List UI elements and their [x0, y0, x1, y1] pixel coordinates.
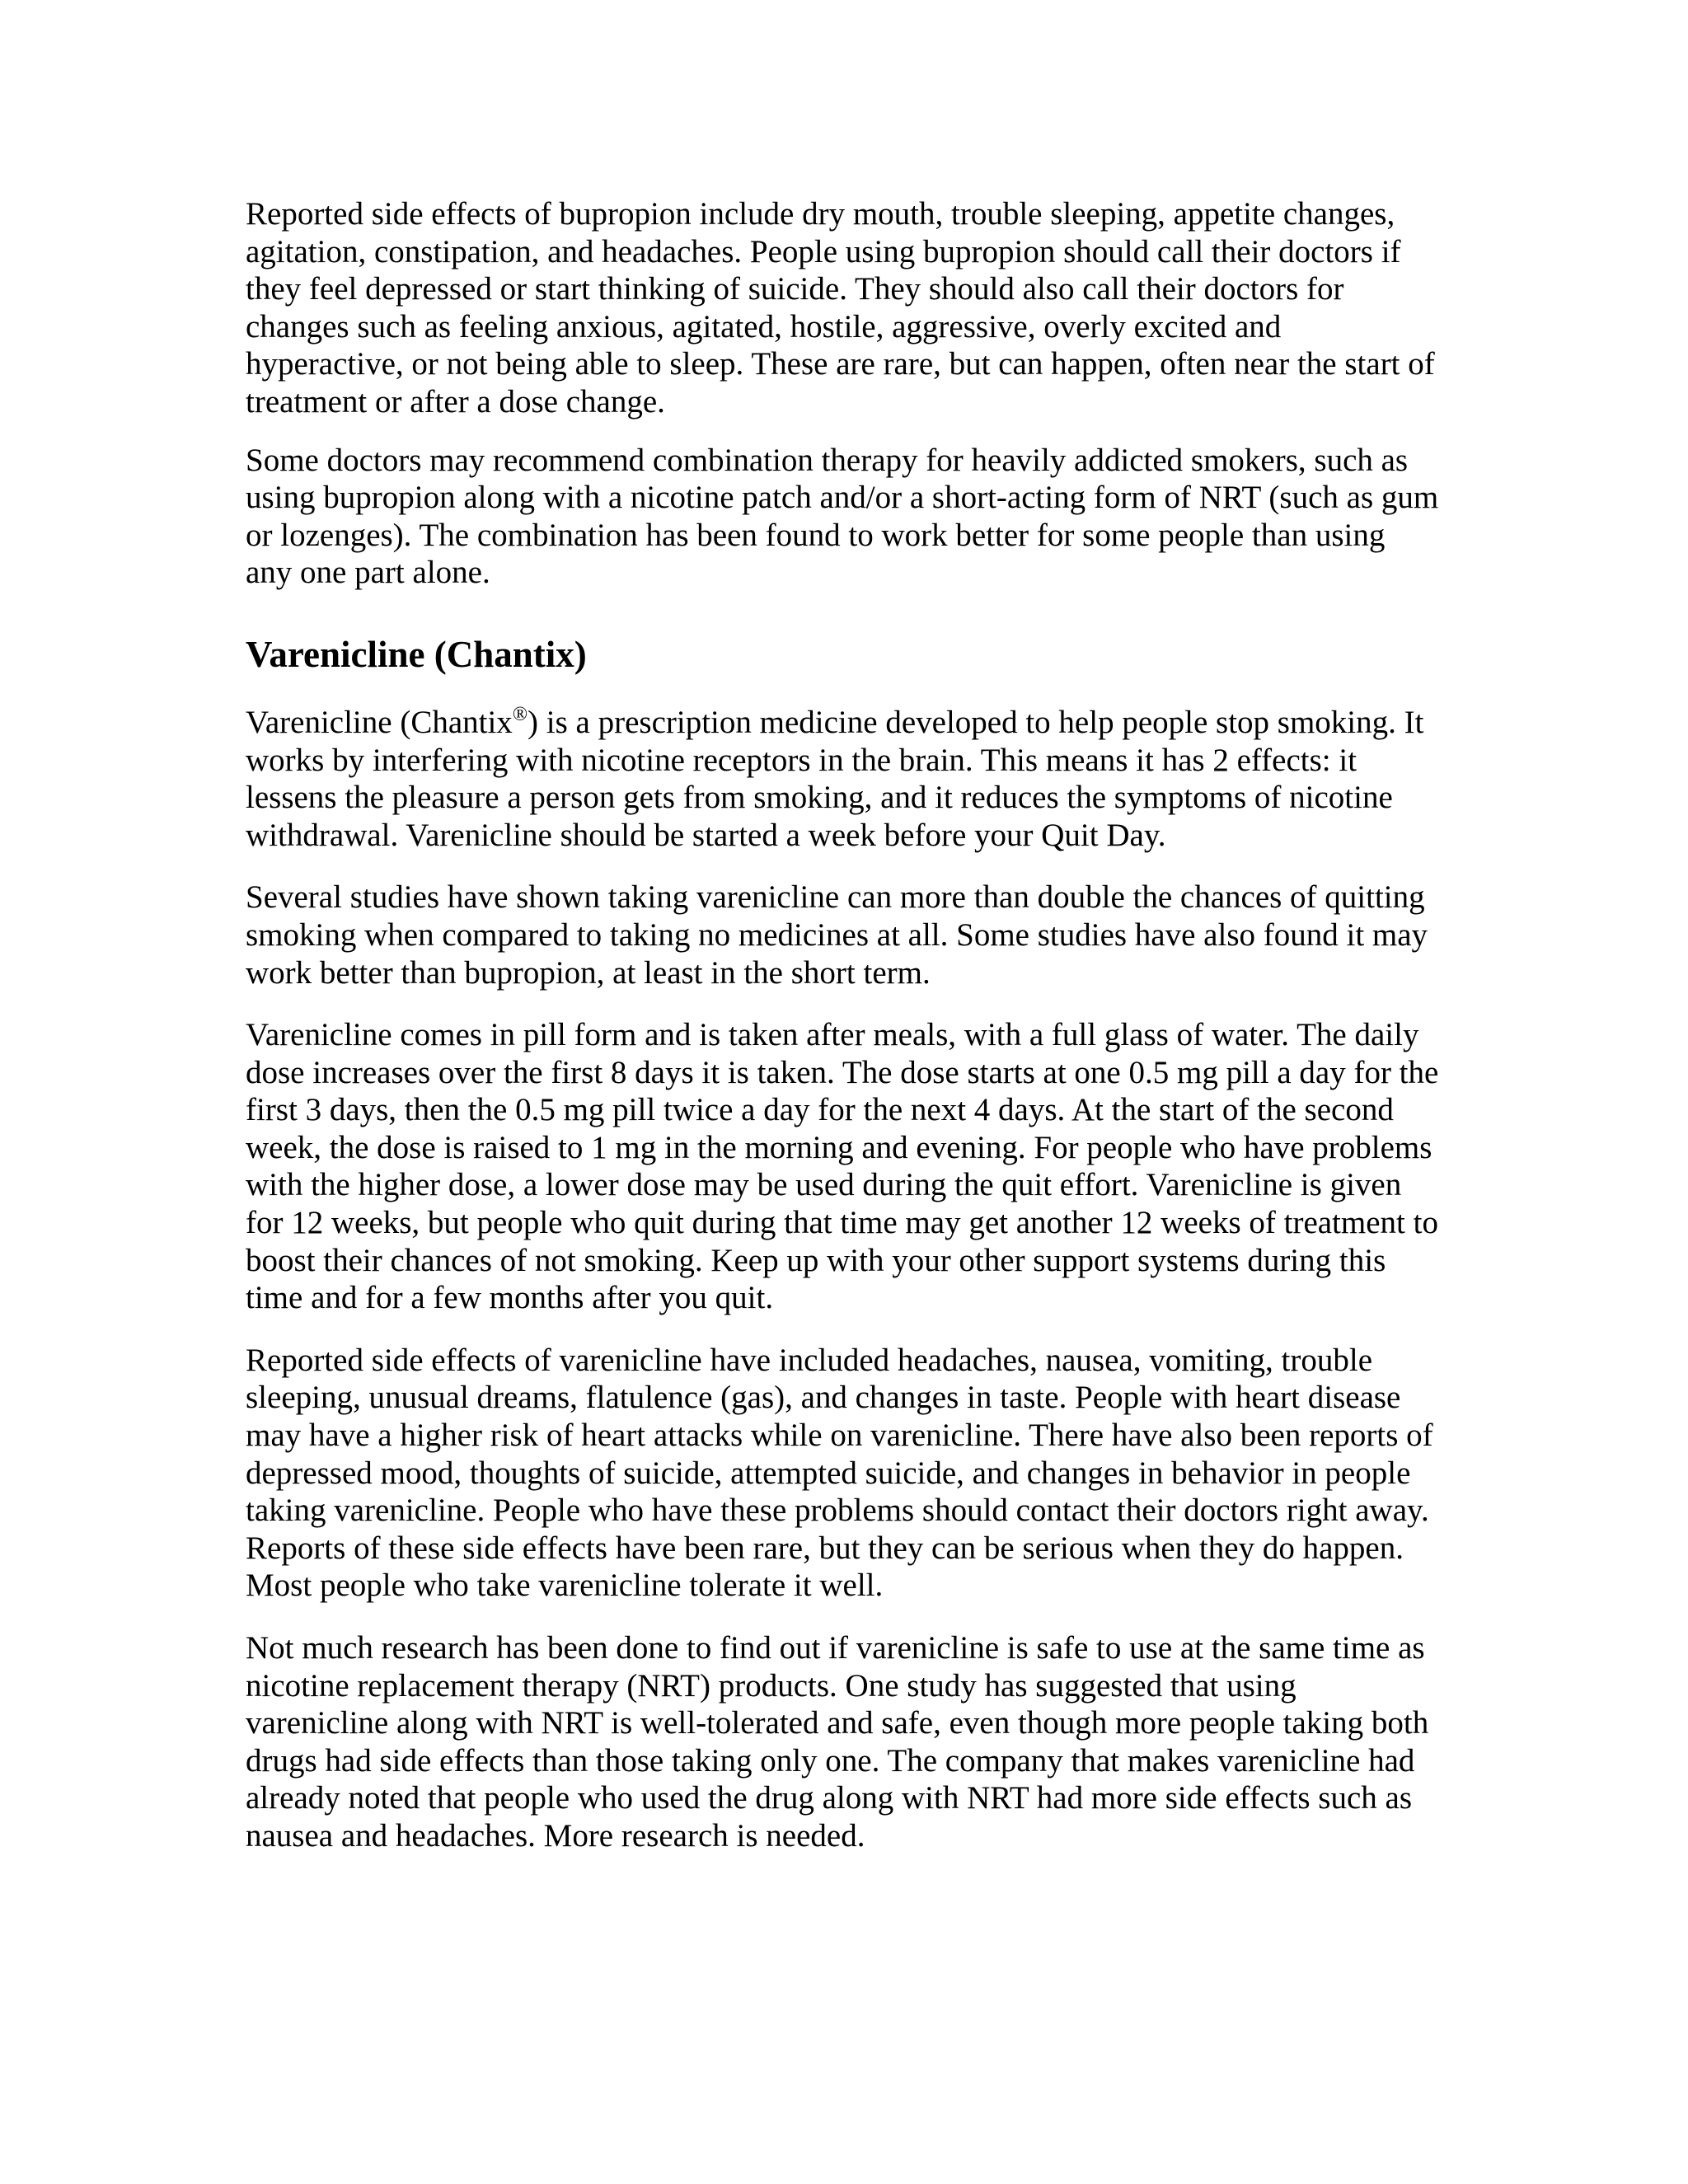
paragraph-combination-therapy: Some doctors may recommend combination therapy for heavily addicted smokers, such as using bupropion along with a nicotine patch and/or a short-acting form of NRT (such as gum or lozenges). The combination has been found to work better for some people than using any one part alone. [246, 442, 1439, 591]
registered-trademark-mark: ® [512, 703, 528, 725]
paragraph-varenicline-studies: Several studies have shown taking varenicline can more than double the chances of quitting smoking when compared to taking no medicines at all. Some studies have also found it may work better than bupropion, at least in the short term. [246, 879, 1428, 991]
paragraph-bupropion-side-effects: Reported side effects of bupropion include dry mouth, trouble sleeping, appetite changes, agitation, constipation, and headaches. People using bupropion should call their doctors if they feel depressed or start thinking of suicide. They should also call their doctors for changes such as feeling anxious, agitated, hostile, aggressive, overly excited and hyperactive, or not being able to sleep. These are rare, but can happen, often near the start of treatment or after a dose change. [246, 196, 1435, 419]
intro-text-start: Varenicline (Chantix [246, 704, 513, 740]
paragraph-varenicline-intro [246, 704, 1439, 854]
section-heading-varenicline: Varenicline (Chantix) [246, 633, 587, 675]
paragraph-varenicline-dosage: Varenicline comes in pill form and is taken after meals, with a full glass of water. The daily dose increases over the first 8 days it is taken. The dose starts at one 0.5 mg pill a day for the first 3 days, then the 0.5 mg pill twice a day for the next 4 days. At the start of the second week, the dose is raised to 1 mg in the morning and evening. For people who have problems with the higher dose, a lower dose may be used during the quit effort. Varenicline is given for 12 weeks, but people who quit during that time may get another 12 weeks of treatment to boost their chances of not smoking. Keep up with your other support systems during this time and for a few months after you quit. [246, 1017, 1439, 1316]
paragraph-varenicline-nrt: Not much research has been done to find out if varenicline is safe to use at the same time as nicotine replacement therapy (NRT) products. One study has suggested that using varenicline along with NRT is well-tolerated and safe, even though more people taking both drugs had side effects than those taking only one. The company that makes varenicline had already noted that people who used the drug along with NRT had more side effects such as nausea and headaches. More research is needed. [246, 1630, 1429, 1854]
paragraph-varenicline-side-effects: Reported side effects of varenicline have included headaches, nausea, vomiting, trouble sleeping, unusual dreams, flatulence (gas), and changes in taste. People with heart disease may have a higher risk of heart attacks while on varenicline. There have also been reports of depressed mood, thoughts of suicide, attempted suicide, and changes in behavior in people taking varenicline. People who have these problems should contact their doctors right away. Reports of these side effects have been rare, but they can be serious when they do happen. Most people who take varenicline tolerate it well. [246, 1342, 1433, 1604]
intro-text-rest: ) is a prescription medicine developed to help people stop smoking. It works by interfering with nicotine receptors in the brain. This means it has 2 effects: it lessens the pleasure a person gets from smoking, and it reduces the symptoms of nicotine withdrawal. Varenicline should be started a week before your Quit Day. [246, 704, 1424, 853]
document-body [246, 195, 1439, 1880]
